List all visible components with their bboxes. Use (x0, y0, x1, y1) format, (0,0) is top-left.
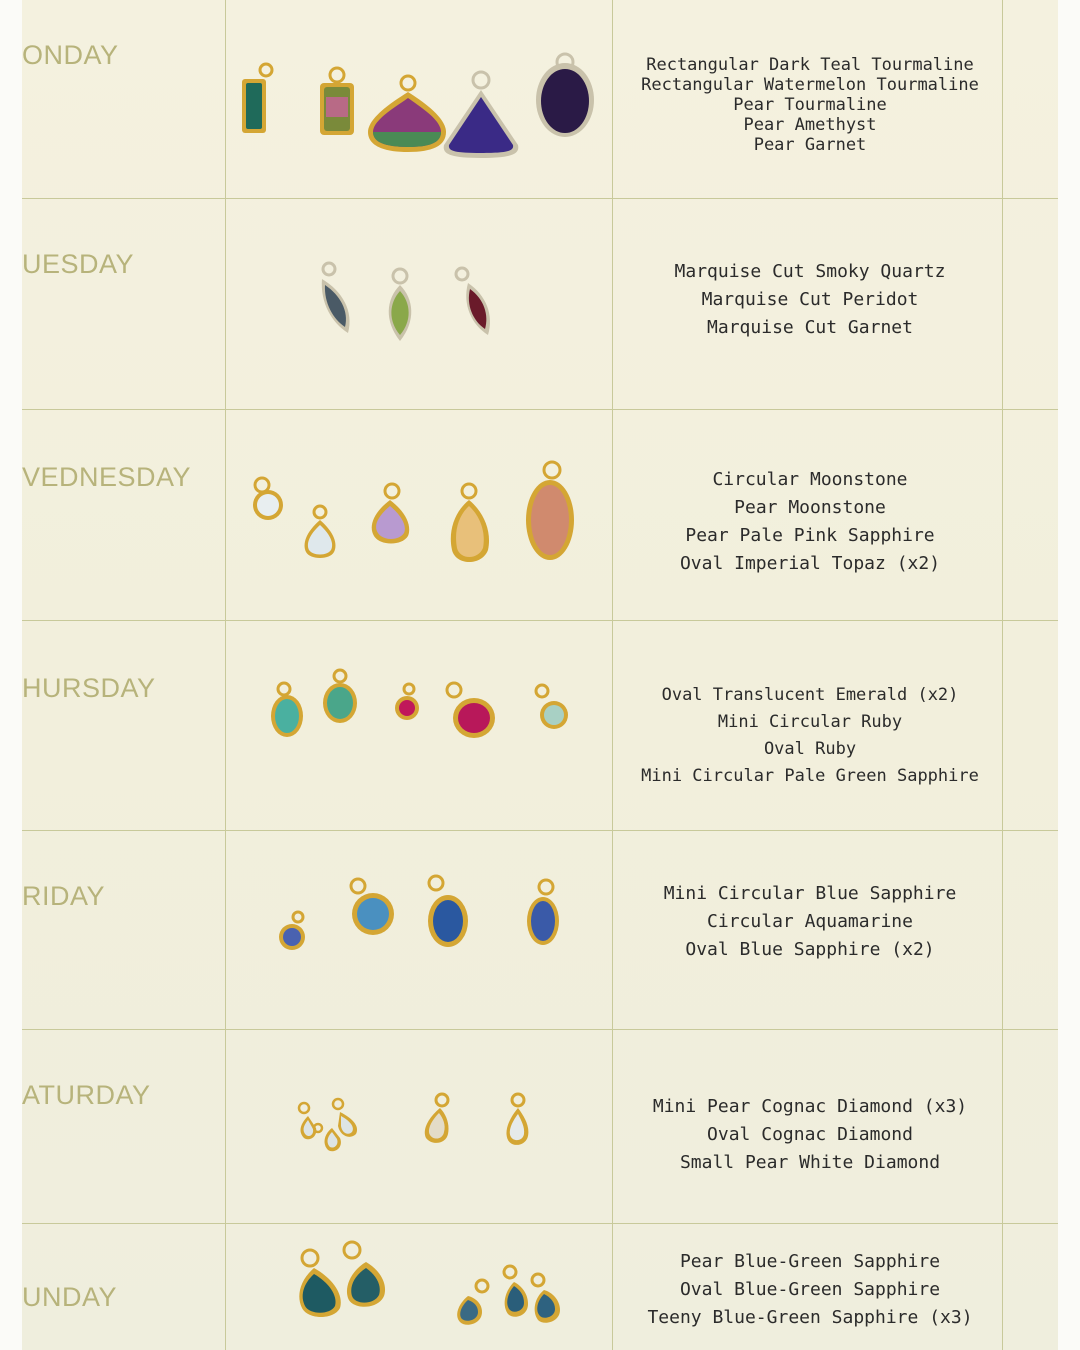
stone-name: Small Pear White Diamond (679, 1152, 941, 1173)
charm-photo-monday (22, 0, 612, 199)
charm-mini-circular-pale-green-sapphire (536, 685, 568, 729)
stone-name: Teeny Blue-Green Sapphire (x3) (647, 1307, 973, 1328)
charm-mini-pear-cognac-diamond (299, 1103, 316, 1139)
stone-name: Pear Pale Pink Sapphire (685, 525, 935, 546)
charm-oval-emerald (271, 683, 303, 737)
charm-oval-blue-sapphire (428, 876, 468, 947)
day-label: UNDAY (22, 1282, 118, 1312)
day-label: RIDAY (22, 881, 106, 911)
row-wednesday (22, 410, 1058, 621)
charm-circular-moonstone (253, 478, 283, 520)
day-label: HURSDAY (22, 673, 156, 703)
stone-name: Oval Cognac Diamond (707, 1124, 913, 1145)
column-divider (612, 410, 613, 620)
charm-oval-cognac-diamond (425, 1094, 449, 1143)
stone-name: Pear Garnet (753, 135, 867, 155)
column-divider (612, 199, 613, 409)
charm-pear-amethyst (444, 72, 519, 158)
row-saturday (22, 1030, 1058, 1224)
charm-oval-emerald (323, 670, 357, 723)
charm-pear-garnet (536, 54, 594, 137)
stone-name: Circular Moonstone (712, 469, 908, 490)
stone-list (614, 681, 1006, 791)
stone-name: Mini Circular Pale Green Sapphire (641, 766, 979, 786)
row-monday (22, 0, 1058, 199)
stone-list (614, 466, 1006, 578)
day-label: ATURDAY (22, 1080, 151, 1110)
day-label: ONDAY (22, 40, 119, 70)
charm-photo-saturday (22, 1030, 612, 1224)
charm-photo-sunday (22, 1224, 612, 1350)
stone-name: Circular Aquamarine (707, 911, 913, 932)
charm-oval-ruby (447, 683, 495, 738)
stone-name: Mini Circular Blue Sapphire (663, 883, 957, 904)
stone-name: Oval Ruby (763, 739, 857, 759)
day-label: UESDAY (22, 249, 135, 279)
stone-name: Rectangular Watermelon Tourmaline (641, 75, 979, 95)
stone-name: Pear Amethyst (743, 115, 877, 135)
stone-name: Mini Circular Ruby (717, 712, 903, 732)
charm-pear-moonstone (305, 506, 336, 558)
stone-name: Rectangular Dark Teal Tourmaline (646, 55, 974, 75)
stone-name: Mini Pear Cognac Diamond (x3) (652, 1096, 968, 1117)
charm-marquise-garnet (456, 268, 490, 335)
charm-photo-tuesday (22, 199, 612, 410)
row-sunday (22, 1224, 1058, 1350)
charm-small-pear-white-diamond (506, 1094, 528, 1145)
stone-name: Marquise Cut Garnet (707, 317, 913, 338)
stone-name: Marquise Cut Peridot (701, 289, 919, 310)
row-thursday (22, 621, 1058, 831)
stone-name: Oval Blue-Green Sapphire (679, 1279, 941, 1300)
row-friday (22, 831, 1058, 1030)
stone-name: Pear Moonstone (734, 497, 886, 518)
charm-photo-friday (22, 831, 612, 1030)
charm-mini-pear-cognac-diamond (333, 1099, 357, 1137)
charm-photo-wednesday (22, 410, 612, 621)
charm-mini-pear-cognac-diamond (314, 1124, 341, 1151)
charm-mini-circular-ruby (395, 684, 419, 720)
charm-rect-dark-teal (242, 64, 272, 133)
stone-list (614, 1248, 1006, 1332)
charm-teeny-blue-green-sapphire (457, 1280, 488, 1325)
charm-pear-pale-pink-sapphire (372, 484, 409, 544)
charm-teeny-blue-green-sapphire (532, 1274, 560, 1323)
charm-oval-blue-sapphire (527, 880, 559, 945)
schedule-sheet (22, 0, 1058, 1350)
charm-pear-tourmaline (368, 76, 446, 152)
day-label: VEDNESDAY (22, 462, 192, 492)
charm-oval-imperial-topaz (451, 484, 489, 562)
stone-name: Oval Imperial Topaz (x2) (679, 553, 941, 574)
column-divider (612, 1030, 613, 1223)
stone-list (614, 873, 1006, 971)
stone-name: Marquise Cut Smoky Quartz (674, 261, 946, 282)
stone-list (614, 249, 1006, 351)
column-divider (612, 1224, 613, 1350)
stone-list (614, 1086, 1006, 1184)
charm-rect-watermelon (320, 68, 354, 135)
stone-name: Oval Blue Sapphire (x2) (685, 939, 935, 960)
stone-name: Pear Tourmaline (733, 95, 887, 115)
charm-teeny-blue-green-sapphire (504, 1266, 528, 1317)
stone-name: Oval Translucent Emerald (x2) (661, 685, 959, 705)
column-divider (612, 621, 613, 830)
stone-list (614, 40, 1006, 170)
charm-oval-blue-green-sapphire (344, 1242, 385, 1307)
charm-circular-aquamarine (351, 879, 394, 935)
charm-marquise-smoky-quartz (322, 263, 350, 333)
charm-marquise-peridot (389, 269, 412, 341)
stone-name: Pear Blue-Green Sapphire (679, 1251, 941, 1272)
row-tuesday (22, 199, 1058, 410)
charm-oval-imperial-topaz (526, 462, 574, 560)
column-divider (612, 0, 613, 198)
charm-pear-blue-green-sapphire (299, 1250, 340, 1317)
charm-mini-circular-blue-sapphire (279, 912, 305, 950)
column-divider (612, 831, 613, 1029)
charm-photo-thursday (22, 621, 612, 831)
